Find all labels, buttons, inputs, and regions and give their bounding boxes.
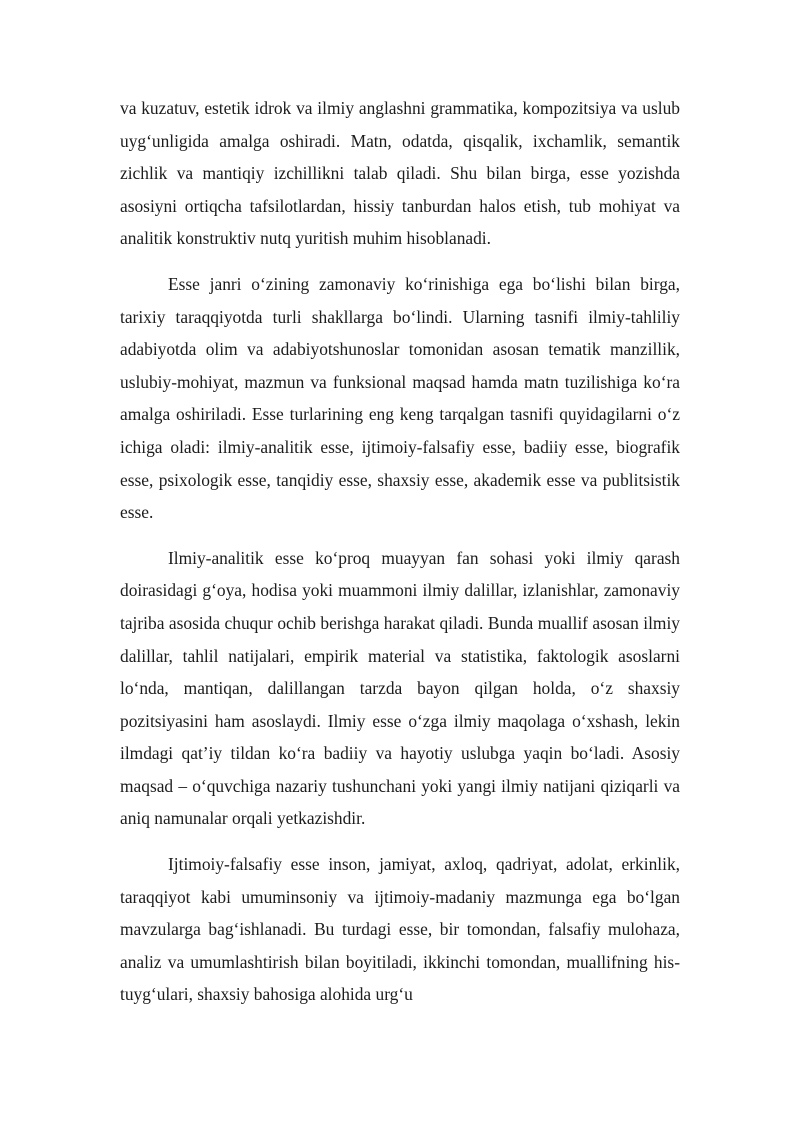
paragraph-3: Ilmiy-analitik esse koʻproq muayyan fan sohasi yoki ilmiy qarash doirasidagi gʻoya, hodisa yoki muammoni ilmiy dalillar, izlanishlar, zamonaviy tajriba asosida chuqur ochib berishga harakat qiladi. Bunda muallif asosan ilmiy dalillar, tahlil natijalari, empirik material va statistika, faktologik asoslarni loʻnda, mantiqan, dalillangan tarzda bayon qilgan holda, oʻz shaxsiy pozitsiyasini ham asoslaydi. Ilmiy esse oʻzga ilmiy maqolaga oʻxshash, lekin ilmdagi qatʼiy tildan koʻra badiiy va hayotiy uslubga yaqin boʻladi. Asosiy maqsad – oʻquvchiga nazariy tushunchani yoki yangi ilmiy natijani qiziqarli va aniq namunalar orqali yetkazishdir. [120, 547, 680, 829]
document-page [120, 92, 680, 1024]
paragraph-2: Esse janri oʻzining zamonaviy koʻrinishiga ega boʻlishi bilan birga, tarixiy taraqqiyotda turli shakllarga boʻlindi. Ularning tasnifi ilmiy-tahliliy adabiyotda olim va adabiyotshunoslar tomonidan asosan tematik manzillik, uslubiy-mohiyat, mazmun va funksional maqsad hamda matn tuzilishiga koʻra amalga oshiriladi. Esse turlarining eng keng tarqalgan tasnifi quyidagilarni oʻz ichiga oladi: ilmiy-analitik esse, ijtimoiy-falsafiy esse, badiiy esse, biografik esse, psixologik esse, tanqidiy esse, shaxsiy esse, akademik esse va publitsistik esse. [120, 273, 680, 523]
paragraph-4: Ijtimoiy-falsafiy esse inson, jamiyat, axloq, qadriyat, adolat, erkinlik, taraqqiyot kabi umuminsoniy va ijtimoiy-madaniy mazmunga ega boʻlgan mavzularga bagʻishlanadi. Bu turdagi esse, bir tomondan, falsafiy mulohaza, analiz va umumlashtirish bilan boyitiladi, ikkinchi tomondan, muallifning his-tuygʻulari, shaxsiy bahosiga alohida urgʻu [120, 854, 680, 1005]
paragraph-1: va kuzatuv, estetik idrok va ilmiy anglashni grammatika, kompozitsiya va uslub uygʻunligida amalga oshiradi. Matn, odatda, qisqalik, ixchamlik, semantik zichlik va mantiqiy izchillikni talab qiladi. Shu bilan birga, esse yozishda asosiyni ortiqcha tafsilotlardan, hissiy tanburdan halos etish, tub mohiyat va analitik konstruktiv nutq yuritish muhim hisoblanadi. [120, 98, 680, 249]
